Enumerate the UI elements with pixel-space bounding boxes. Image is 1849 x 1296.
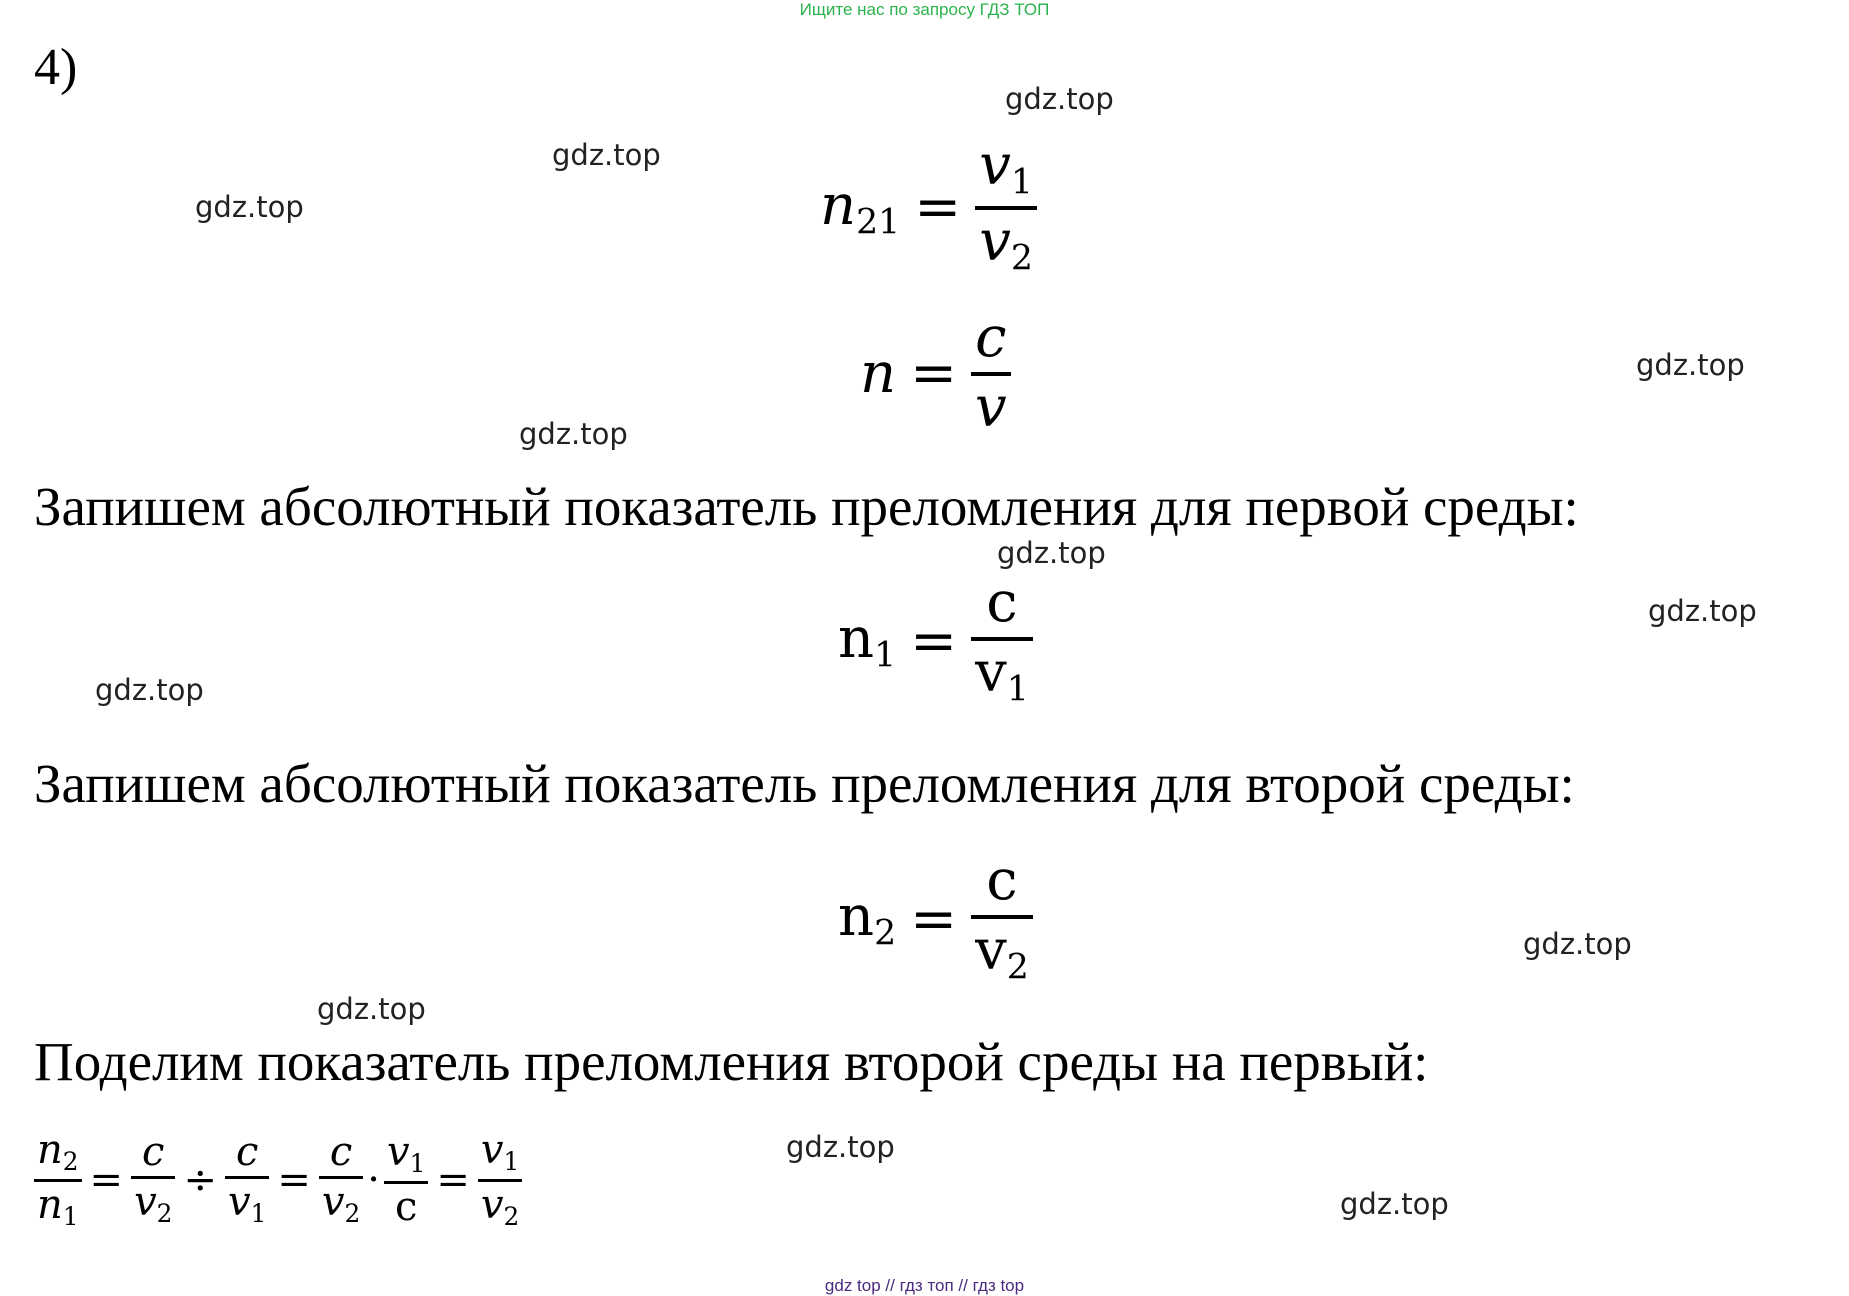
division-sign: ÷ xyxy=(183,1156,217,1203)
watermark: gdz.top xyxy=(95,673,204,707)
watermark: gdz.top xyxy=(997,536,1106,570)
fraction-v1-c: $\frac{v_1}{c}$ xyxy=(384,1132,428,1227)
text-line-divide: Поделим показатель преломления второй среды на первый: xyxy=(34,1031,1429,1092)
fraction: $\frac{v_1}{v_2}$ xyxy=(975,138,1037,277)
watermark: gdz.top xyxy=(1648,594,1757,628)
equals-sign: = xyxy=(910,886,958,952)
equals-sign: = xyxy=(436,1156,470,1203)
fraction-n2-n1: $\frac{n_2}{n_1}$ xyxy=(34,1130,82,1229)
text-line-second-medium: Запишем абсолютный показатель преломления для второй среды: xyxy=(34,753,1575,814)
fraction-c-v2: $\frac{c}{v_2}$ xyxy=(131,1132,175,1227)
formula-ratio-chain xyxy=(34,1127,522,1231)
footer-links[interactable]: gdz top // гдз топ // гдз top xyxy=(824,1276,1025,1295)
equals-sign: = xyxy=(914,174,962,240)
watermark: gdz.top xyxy=(1005,82,1114,116)
watermark: gdz.top xyxy=(1340,1187,1449,1221)
equals-sign: = xyxy=(277,1156,311,1203)
task-number: 4) xyxy=(34,39,78,96)
equals-sign: = xyxy=(89,1156,124,1203)
watermark: gdz.top xyxy=(317,992,426,1026)
fraction-c-v2-b: $\frac{c}{v_2}$ xyxy=(319,1132,363,1227)
dot-operator: · xyxy=(367,1156,380,1203)
watermark: gdz.top xyxy=(1523,927,1632,961)
watermark: gdz.top xyxy=(786,1130,895,1164)
watermark: gdz.top xyxy=(519,417,628,451)
watermark: gdz.top xyxy=(195,190,304,224)
formula-lhs: $n_2$ xyxy=(838,884,897,955)
fraction: $\frac{c}{v}$ xyxy=(971,310,1011,436)
formula-absolute-index xyxy=(860,305,1011,440)
top-banner[interactable]: Ищите нас по запросу ГДЗ ТОП xyxy=(799,0,1050,19)
formula-lhs: $n_{21}$ xyxy=(820,172,901,243)
equals-sign: = xyxy=(910,340,957,406)
formula-lhs: $n_1$ xyxy=(838,606,897,677)
fraction: $\frac{c}{v_1}$ xyxy=(971,575,1033,707)
formula-relative-index xyxy=(820,133,1037,280)
text-line-first-medium: Запишем абсолютный показатель преломления для первой среды: xyxy=(34,476,1579,537)
fraction: $\frac{c}{v_2}$ xyxy=(971,853,1033,985)
watermark: gdz.top xyxy=(1636,348,1745,382)
fraction-c-v1: $\frac{c}{v_1}$ xyxy=(225,1132,269,1227)
formula-n2 xyxy=(838,848,1033,988)
equals-sign: = xyxy=(910,608,958,674)
fraction-v1-v2: $\frac{v_1}{v_2}$ xyxy=(478,1130,522,1229)
formula-n1 xyxy=(838,570,1033,710)
watermark: gdz.top xyxy=(552,138,661,172)
formula-lhs: n xyxy=(860,340,897,406)
